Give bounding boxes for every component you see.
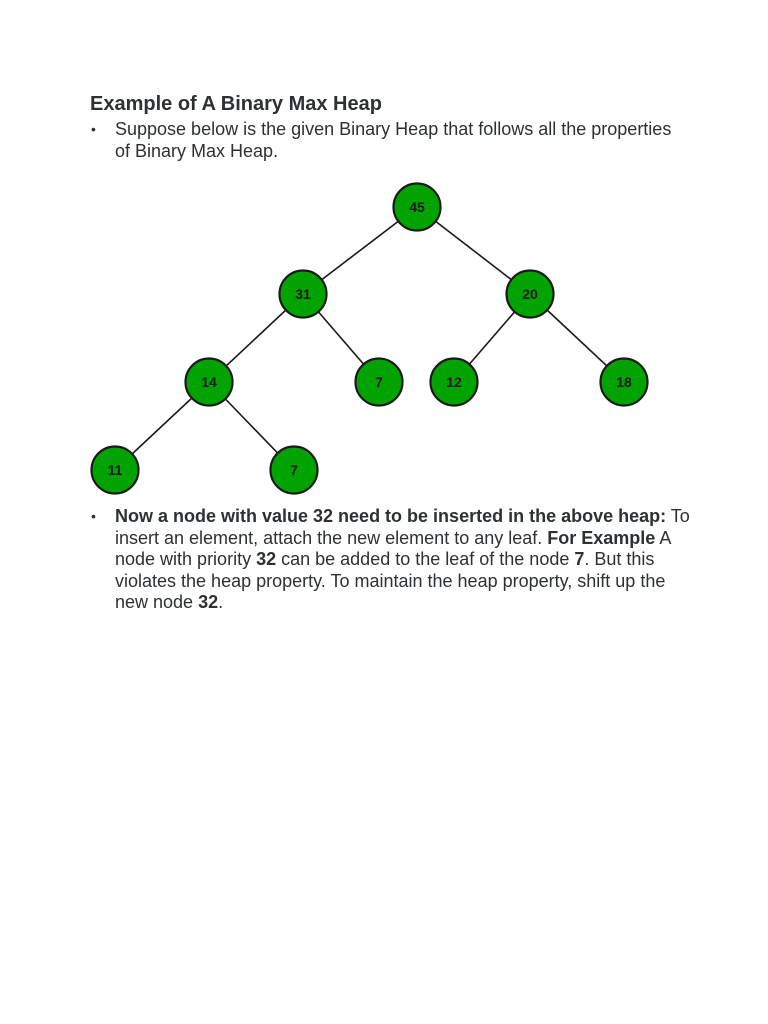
insert-text-1: To insert an element, attach the new element to any leaf.: [115, 506, 690, 548]
insert-text-5: .: [218, 592, 224, 612]
bullet-marker: •: [91, 121, 96, 137]
value-32-bold: 32: [256, 549, 277, 569]
tree-edges: [115, 207, 624, 470]
insert-text-4: . But this violates the heap property. To maintain the heap property, shift up the new node: [115, 549, 666, 612]
insert-bullet-item: [90, 506, 690, 614]
intro-text: Suppose below is the given Binary Heap that follows all the properties of Binary Max Heap.: [115, 119, 672, 161]
heap-node: [431, 359, 478, 406]
insert-bullet-list: [90, 506, 690, 614]
insert-text-3: can be added to the leaf of the node: [276, 549, 575, 569]
tree-nodes: [92, 184, 648, 494]
heap-node-label: 31: [295, 286, 311, 302]
heap-node-label: 7: [290, 462, 298, 478]
for-example-bold: For Example: [547, 527, 656, 548]
heap-node-label: 11: [107, 462, 123, 478]
value-32-bold-second: 32: [198, 592, 219, 612]
heap-node: [601, 359, 648, 406]
heap-node-label: 18: [616, 374, 632, 390]
heap-node-label: 12: [446, 374, 462, 390]
heap-node: [507, 271, 554, 318]
heap-node: [186, 359, 233, 406]
heap-node: [394, 184, 441, 231]
value-7-bold: 7: [574, 549, 585, 569]
insert-bold-lead: Now a node with value 32 need to be inserted in the above heap:: [115, 506, 667, 526]
heap-node: [92, 447, 139, 494]
heap-node-label: 45: [409, 199, 425, 215]
heap-node-label: 7: [375, 374, 383, 390]
page-heading: Example of A Binary Max Heap: [90, 93, 382, 115]
heap-node: [280, 271, 327, 318]
heap-node-label: 20: [522, 286, 538, 302]
heap-node: [356, 359, 403, 406]
heap-node-label: 14: [201, 374, 217, 390]
bullet-marker: •: [91, 508, 96, 524]
insert-text-2: A node with priority: [115, 527, 671, 569]
heap-node: [271, 447, 318, 494]
